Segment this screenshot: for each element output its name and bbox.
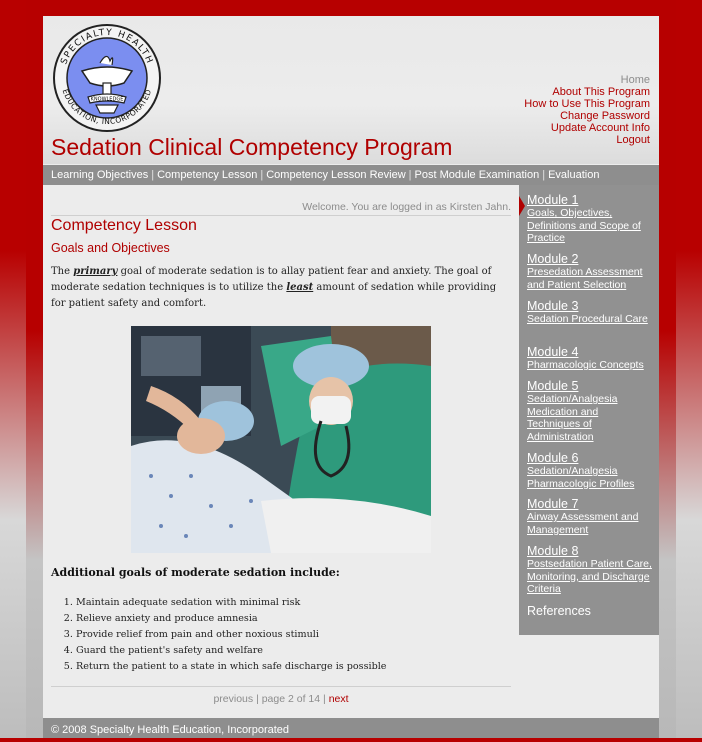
sidebar-module-5[interactable] bbox=[527, 379, 653, 444]
list-item: 3. Provide relief from pain and other noxious stimuli bbox=[76, 627, 516, 643]
tab-learning-objectives[interactable]: Learning Objectives bbox=[51, 169, 149, 181]
module-title: Module 3 bbox=[527, 299, 579, 313]
logo-seal bbox=[52, 23, 162, 133]
module-title: Module 2 bbox=[527, 252, 579, 266]
tab-competency-lesson[interactable]: Competency Lesson bbox=[157, 169, 258, 181]
tab-separator: | bbox=[542, 169, 546, 181]
module-description: Airway Assessment and Management bbox=[527, 511, 639, 536]
tab-separator: | bbox=[260, 169, 264, 181]
sidebar-module-2[interactable] bbox=[527, 252, 653, 291]
svg-text:KNOWLEDGE: KNOWLEDGE bbox=[90, 96, 124, 103]
nav-about-program-link[interactable]: About This Program bbox=[552, 86, 650, 98]
sidebar-module-3[interactable] bbox=[527, 299, 653, 326]
emphasis-least: least bbox=[286, 282, 314, 293]
lesson-title: Competency Lesson bbox=[51, 217, 197, 234]
tab-post-module-examination[interactable]: Post Module Examination bbox=[414, 169, 540, 181]
tab-evaluation[interactable]: Evaluation bbox=[548, 169, 600, 181]
nav-how-to-use-link[interactable]: How to Use This Program bbox=[524, 98, 650, 110]
goals-list bbox=[51, 595, 516, 675]
additional-goals-heading: Additional goals of moderate sedation include: bbox=[51, 566, 340, 579]
tab-separator: | bbox=[408, 169, 412, 181]
module-title: Module 7 bbox=[527, 497, 579, 511]
module-description: Sedation/Analgesia Medication and Techniques of Administration bbox=[527, 393, 618, 444]
module-title: Module 5 bbox=[527, 379, 579, 393]
module-description: Pharmacologic Concepts bbox=[527, 359, 644, 371]
sidebar-references-link[interactable]: References bbox=[527, 604, 591, 618]
intro-text: amount of sedation while providing for patient safety and comfort. bbox=[51, 282, 497, 309]
sidebar-module-8[interactable] bbox=[527, 544, 653, 596]
module-description: Postsedation Patient Care, Monitoring, and Discharge Criteria bbox=[527, 558, 652, 596]
sidebar-module-6[interactable] bbox=[527, 451, 653, 490]
page-indicator: page 2 of 14 bbox=[261, 693, 321, 705]
site-header bbox=[43, 16, 659, 164]
module-description: Sedation/Analgesia Pharmacologic Profiles bbox=[527, 465, 635, 490]
section-title: Goals and Objectives bbox=[51, 241, 170, 255]
svg-text:SPECIALTY HEALTH: SPECIALTY HEALTH bbox=[59, 27, 155, 67]
pagination bbox=[51, 686, 511, 705]
next-link[interactable]: next bbox=[328, 693, 349, 705]
nav-home-link[interactable]: Home bbox=[620, 74, 650, 86]
site-title: Sedation Clinical Competency Program bbox=[51, 134, 453, 160]
module-title: Module 4 bbox=[527, 345, 579, 359]
tab-competency-lesson-review[interactable]: Competency Lesson Review bbox=[266, 169, 406, 181]
intro-text: The bbox=[51, 266, 74, 277]
list-item: 4. Guard the patient's safety and welfare bbox=[76, 643, 516, 659]
welcome-message: Welcome. You are logged in as Kirsten Jahn. bbox=[51, 201, 511, 216]
list-item: 2. Relieve anxiety and produce amnesia bbox=[76, 611, 516, 627]
page-container bbox=[43, 16, 659, 738]
module-title: Module 1 bbox=[527, 193, 579, 207]
lesson-tab-bar bbox=[43, 165, 659, 185]
intro-paragraph bbox=[51, 264, 506, 312]
module-description: Presedation Assessment and Patient Selection bbox=[527, 266, 643, 291]
current-module-arrow-icon bbox=[519, 196, 525, 216]
intro-text: goal of moderate sedation is to allay patient fear and anxiety. The goal of moderate sedation techniques is to utilize the bbox=[51, 266, 492, 293]
list-item: 5. Return the patient to a state in which safe discharge is possible bbox=[76, 659, 516, 675]
module-sidebar bbox=[519, 185, 659, 635]
main-content bbox=[43, 185, 519, 715]
svg-text:EDUCATION, INCORPORATED: EDUCATION, INCORPORATED bbox=[60, 87, 154, 127]
sidebar-module-7[interactable] bbox=[527, 497, 653, 536]
tab-separator: | bbox=[151, 169, 155, 181]
previous-link: previous bbox=[213, 693, 254, 705]
module-title: Module 6 bbox=[527, 451, 579, 465]
sedation-photo bbox=[131, 326, 431, 553]
top-nav bbox=[524, 74, 650, 146]
module-description: Goals, Objectives, Definitions and Scope of Practice bbox=[527, 207, 641, 245]
list-item: 1. Maintain adequate sedation with minimal risk bbox=[76, 595, 516, 611]
emphasis-primary: primary bbox=[73, 266, 118, 277]
nav-change-password-link[interactable]: Change Password bbox=[560, 110, 650, 122]
nav-logout-link[interactable]: Logout bbox=[616, 134, 650, 146]
pager-separator: | bbox=[323, 693, 326, 705]
sidebar-module-1[interactable] bbox=[527, 193, 653, 245]
sidebar-module-4[interactable] bbox=[527, 345, 653, 372]
site-footer bbox=[43, 718, 659, 738]
module-description: Sedation Procedural Care bbox=[527, 313, 648, 325]
pager-separator: | bbox=[256, 693, 259, 705]
copyright-text: © 2008 Specialty Health Education, Incorporated bbox=[51, 724, 290, 736]
module-title: Module 8 bbox=[527, 544, 579, 558]
nav-update-account-link[interactable]: Update Account Info bbox=[550, 122, 650, 134]
